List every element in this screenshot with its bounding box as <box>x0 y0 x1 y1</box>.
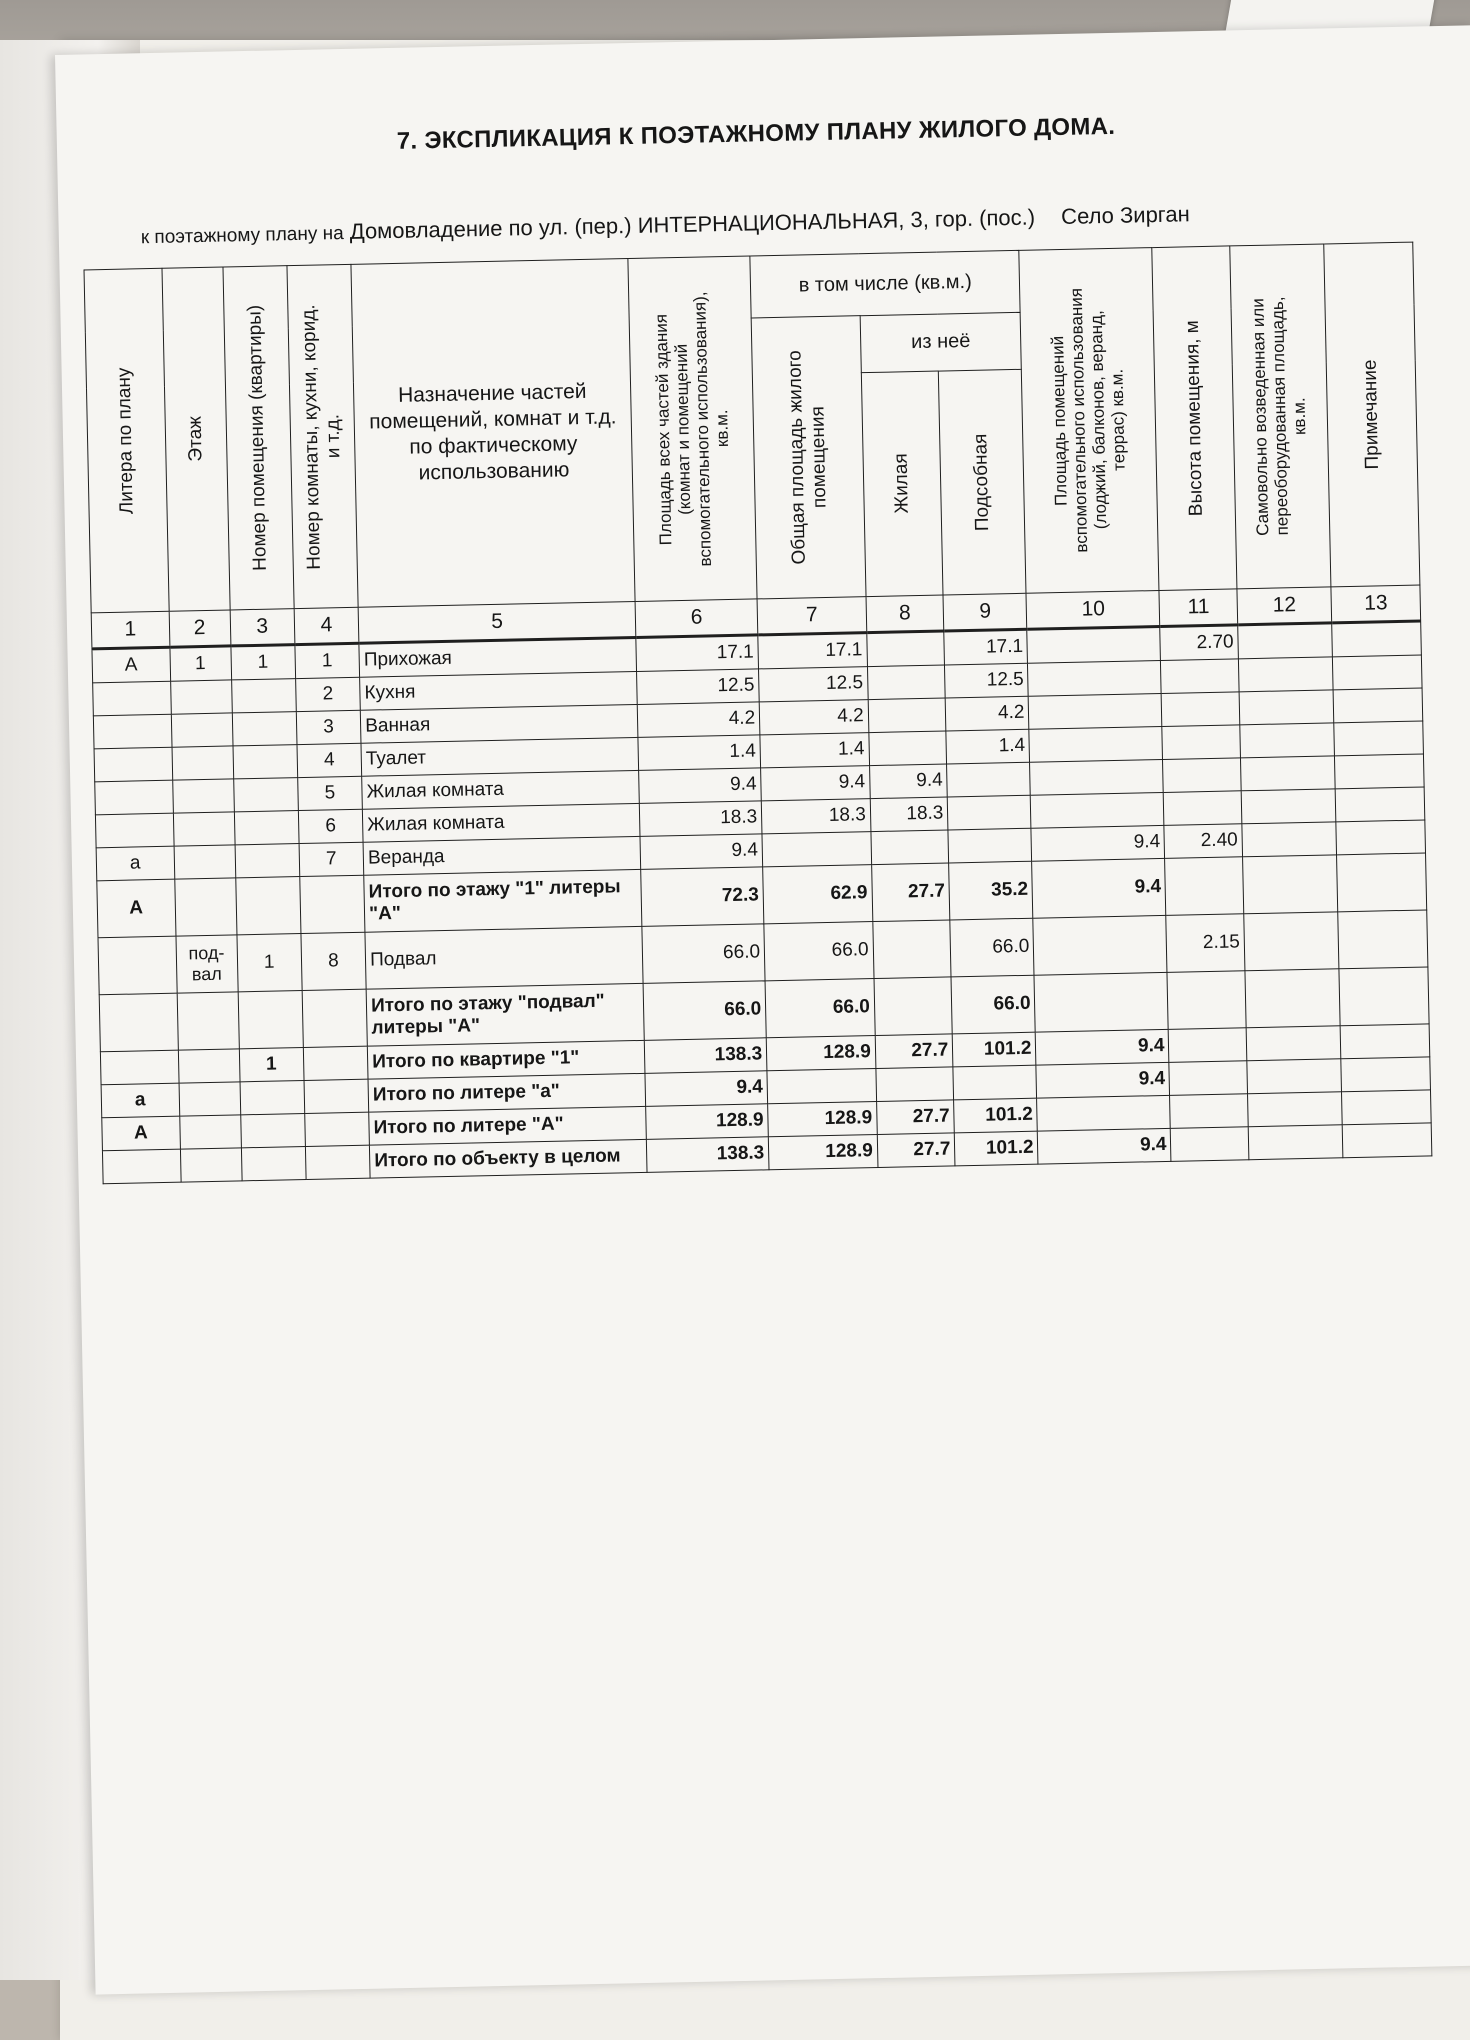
cell-col-4: 2 <box>295 677 360 711</box>
cell-col-10 <box>1029 726 1163 762</box>
cell-col-2 <box>179 1115 241 1149</box>
cell-col-3 <box>233 745 298 779</box>
header-living: Жилая <box>861 371 943 597</box>
cell-col-3 <box>234 811 299 845</box>
cell-col-1: а <box>96 846 174 881</box>
cell-col-5: Итого по квартире "1" <box>367 1040 645 1079</box>
header-auxiliary-area: Площадь помещений вспомогательного использования (лоджий, балконов, веранд, террас) кв.м. <box>1019 248 1159 594</box>
cell-col-8 <box>873 920 952 979</box>
cell-col-3: 1 <box>239 1048 304 1082</box>
cell-col-8 <box>874 977 953 1036</box>
cell-col-13 <box>1333 655 1422 690</box>
cell-col-7: 9.4 <box>761 766 870 801</box>
cell-col-7: 12.5 <box>759 667 868 702</box>
cell-col-8 <box>867 665 945 700</box>
explication-table <box>83 242 1432 1185</box>
cell-col-1 <box>95 780 173 815</box>
cell-col-7: 66.0 <box>765 979 875 1038</box>
cell-col-9 <box>948 828 1032 863</box>
col-num: 1 <box>91 611 169 649</box>
cell-col-12 <box>1240 723 1335 758</box>
cell-col-5: Туалет <box>361 737 639 776</box>
col-num: 5 <box>358 601 636 643</box>
cell-col-7 <box>762 832 871 867</box>
cell-col-9: 66.0 <box>951 975 1035 1034</box>
cell-col-8: 27.7 <box>876 1100 954 1135</box>
subtitle-place: Село Зирган <box>1060 201 1190 229</box>
cell-col-13 <box>1336 820 1425 855</box>
cell-col-4 <box>304 1079 369 1113</box>
header-group-including: в том числе (кв.м.) <box>750 250 1021 318</box>
cell-col-12 <box>1243 855 1338 914</box>
cell-col-7: 128.9 <box>766 1036 875 1071</box>
subtitle-prefix: к поэтажному плану на <box>140 222 344 249</box>
cell-col-13 <box>1334 721 1423 756</box>
cell-col-5: Кухня <box>360 671 638 710</box>
table-body <box>92 621 1432 1184</box>
cell-col-7: 128.9 <box>768 1135 877 1170</box>
header-utility: Подсобная <box>939 369 1027 595</box>
cell-col-1: А <box>102 1116 180 1151</box>
cell-col-5: Итого по объекту в целом <box>369 1139 647 1178</box>
cell-col-10 <box>1033 915 1167 975</box>
cell-col-7: 128.9 <box>768 1102 877 1137</box>
cell-col-12 <box>1238 657 1333 692</box>
cell-col-7: 18.3 <box>761 799 870 834</box>
cell-col-11 <box>1163 758 1241 793</box>
cell-col-10 <box>1027 626 1161 663</box>
cell-col-10: 9.4 <box>1031 825 1165 861</box>
cell-col-9: 101.2 <box>954 1098 1038 1133</box>
cell-col-2 <box>178 1049 240 1083</box>
cell-col-3 <box>240 1081 305 1115</box>
cell-col-2 <box>174 845 236 879</box>
cell-col-12 <box>1239 690 1334 725</box>
cell-col-1 <box>98 936 177 995</box>
cell-col-4: 8 <box>301 932 366 990</box>
cell-col-11 <box>1169 1028 1247 1063</box>
col-num: 11 <box>1159 589 1237 627</box>
cell-col-6: 1.4 <box>638 735 761 771</box>
cell-col-4 <box>305 1145 370 1179</box>
cell-col-3: 1 <box>236 934 301 992</box>
cell-col-13 <box>1335 787 1424 822</box>
cell-col-5: Жилая комната <box>362 770 640 809</box>
cell-col-4 <box>302 989 367 1047</box>
cell-col-3 <box>232 712 297 746</box>
cell-col-7: 66.0 <box>764 922 874 981</box>
cell-col-2 <box>170 680 232 714</box>
cell-col-11 <box>1161 659 1239 694</box>
col-num: 4 <box>294 607 359 644</box>
cell-col-11 <box>1164 791 1242 826</box>
cell-col-3: 1 <box>230 645 295 680</box>
cell-col-13 <box>1341 1057 1430 1092</box>
cell-col-10: 9.4 <box>1032 858 1166 918</box>
col-num: 6 <box>635 599 758 638</box>
cell-col-4 <box>300 875 365 933</box>
cell-col-6: 9.4 <box>640 834 763 870</box>
cell-col-11: 2.15 <box>1166 914 1245 973</box>
cell-col-2: под-вал <box>176 935 238 993</box>
cell-col-5: Ванная <box>360 704 638 743</box>
cell-col-5: Итого по литере "а" <box>368 1073 646 1112</box>
cell-col-2 <box>177 992 239 1050</box>
cell-col-12 <box>1241 789 1336 824</box>
cell-col-10: 9.4 <box>1036 1062 1170 1098</box>
cell-col-9: 101.2 <box>952 1032 1036 1067</box>
cell-col-12 <box>1248 1125 1343 1160</box>
cell-col-11: 2.40 <box>1164 824 1242 859</box>
cell-col-13 <box>1342 1090 1431 1125</box>
cell-col-3 <box>238 991 303 1049</box>
cell-col-12 <box>1248 1092 1343 1127</box>
cell-col-3 <box>233 778 298 812</box>
cell-col-7: 62.9 <box>763 865 873 924</box>
cell-col-1 <box>102 1149 180 1184</box>
header-living-premises-area: Общая площадь жилого помещения <box>751 316 865 599</box>
cell-col-6: 9.4 <box>645 1071 768 1107</box>
cell-col-9 <box>948 795 1032 830</box>
cell-col-5: Прихожая <box>359 637 637 677</box>
cell-col-11: 2.70 <box>1160 625 1238 661</box>
cell-col-1 <box>93 681 171 716</box>
cell-col-12 <box>1246 1026 1341 1061</box>
cell-col-11 <box>1167 971 1246 1030</box>
cell-col-10 <box>1028 660 1162 696</box>
cell-col-8 <box>876 1067 954 1102</box>
cell-col-2 <box>179 1082 241 1116</box>
cell-col-10 <box>1037 1095 1171 1131</box>
cell-col-9: 1.4 <box>946 729 1030 764</box>
cell-col-11 <box>1171 1127 1249 1162</box>
cell-col-9: 35.2 <box>949 861 1033 920</box>
cell-col-4: 1 <box>295 643 360 678</box>
cell-col-1: а <box>101 1083 179 1118</box>
header-premises-number: Номер помещения (квартиры) <box>223 266 294 610</box>
cell-col-6: 72.3 <box>641 867 764 927</box>
cell-col-13 <box>1332 621 1421 657</box>
cell-col-2 <box>180 1148 242 1182</box>
cell-col-8: 27.7 <box>875 1034 953 1069</box>
col-num: 7 <box>757 597 866 635</box>
cell-col-6: 12.5 <box>637 669 760 705</box>
cell-col-13 <box>1337 853 1427 912</box>
cell-col-8: 27.7 <box>871 863 950 922</box>
cell-col-6: 9.4 <box>639 768 762 804</box>
cell-col-4: 4 <box>297 743 362 777</box>
cell-col-10 <box>1029 693 1163 729</box>
cell-col-5: Итого по литере "А" <box>369 1106 647 1145</box>
cell-col-1 <box>94 747 172 782</box>
header-total-area: Площадь всех частей здания (комнат и помещений вспомогательного использования), кв.м. <box>628 256 757 601</box>
header-purpose: Назначение частей помещений, комнат и т.д. по фактическому использованию <box>351 259 635 608</box>
cell-col-3 <box>241 1146 306 1180</box>
cell-col-9 <box>953 1065 1037 1100</box>
cell-col-2 <box>174 878 236 936</box>
header-room-number: Номер комнаты, кухни, корид. и т.д. <box>287 264 358 608</box>
cell-col-8 <box>871 830 949 865</box>
cell-col-8: 27.7 <box>877 1133 955 1168</box>
header-liter: Литера по плану <box>84 268 169 613</box>
col-num: 9 <box>943 593 1027 631</box>
cell-col-8: 9.4 <box>869 764 947 799</box>
cell-col-13 <box>1340 1024 1429 1059</box>
cell-col-4 <box>305 1112 370 1146</box>
col-num: 12 <box>1237 587 1332 625</box>
cell-col-12 <box>1241 756 1336 791</box>
cell-col-12 <box>1238 623 1333 659</box>
cell-col-6: 66.0 <box>642 924 765 984</box>
cell-col-9: 17.1 <box>944 629 1028 665</box>
cell-col-2: 1 <box>170 646 232 681</box>
col-num: 8 <box>866 595 944 633</box>
cell-col-6: 17.1 <box>636 635 759 672</box>
cell-col-12 <box>1247 1059 1342 1094</box>
cell-col-6: 138.3 <box>644 1038 767 1074</box>
cell-col-7: 4.2 <box>759 700 868 735</box>
cell-col-13 <box>1335 754 1424 789</box>
cell-col-10: 9.4 <box>1036 1029 1170 1065</box>
cell-col-9 <box>947 762 1031 797</box>
cell-col-11 <box>1169 1061 1247 1096</box>
cell-col-6: 128.9 <box>646 1104 769 1140</box>
cell-col-4: 6 <box>298 809 363 843</box>
cell-col-4: 5 <box>297 776 362 810</box>
col-num: 2 <box>169 610 231 647</box>
cell-col-1 <box>95 813 173 848</box>
cell-col-9: 4.2 <box>945 696 1029 731</box>
cell-col-8 <box>866 631 944 667</box>
cell-col-4: 3 <box>296 710 361 744</box>
cell-col-9: 66.0 <box>950 918 1034 977</box>
cell-col-13 <box>1342 1123 1431 1158</box>
cell-col-2 <box>172 746 234 780</box>
cell-col-8: 18.3 <box>870 797 948 832</box>
cell-col-11 <box>1170 1094 1248 1129</box>
cell-col-10: 9.4 <box>1038 1128 1172 1164</box>
cell-col-2 <box>173 812 235 846</box>
cell-col-8 <box>869 731 947 766</box>
document-title: 7. ЭКСПЛИКАЦИЯ К ПОЭТАЖНОМУ ПЛАНУ ЖИЛОГО ДОМА. <box>396 112 1116 155</box>
cell-col-4: 7 <box>299 842 364 876</box>
cell-col-11 <box>1162 692 1240 727</box>
cell-col-1 <box>93 714 171 749</box>
cell-col-1: А <box>97 879 176 938</box>
cell-col-6: 18.3 <box>639 801 762 837</box>
cell-col-5: Подвал <box>365 926 643 989</box>
subtitle-main: Домовладение по ул. (пер.) ИНТЕРНАЦИОНАЛЬНАЯ, 3, гор. (пос.) <box>349 204 1036 244</box>
cell-col-13 <box>1338 910 1428 969</box>
col-num: 10 <box>1026 590 1160 629</box>
cell-col-7: 17.1 <box>758 633 867 669</box>
cell-col-1 <box>99 993 178 1052</box>
cell-col-7: 1.4 <box>760 733 869 768</box>
cell-col-2 <box>171 713 233 747</box>
header-floor: Этаж <box>162 267 230 611</box>
cell-col-3 <box>235 844 300 878</box>
cell-col-9: 12.5 <box>945 663 1029 698</box>
cell-col-3 <box>240 1114 305 1148</box>
col-num: 13 <box>1331 585 1421 623</box>
cell-col-5: Итого по этажу "1" литеры "А" <box>364 869 642 932</box>
document-page <box>55 25 1470 1994</box>
header-height: Высота помещения, м <box>1152 246 1237 591</box>
cell-col-10 <box>1030 759 1164 795</box>
cell-col-11 <box>1162 725 1240 760</box>
cell-col-9: 101.2 <box>955 1131 1039 1166</box>
cell-col-1: А <box>92 647 170 683</box>
cell-col-1 <box>100 1050 178 1085</box>
cell-col-10 <box>1034 972 1168 1032</box>
col-num: 3 <box>230 609 295 646</box>
header-unauthorized-area: Самовольно возведенная или переоборудованная площадь, кв.м. <box>1230 244 1331 589</box>
cell-col-7 <box>767 1069 876 1104</box>
cell-col-12 <box>1242 822 1337 857</box>
cell-col-10 <box>1031 792 1165 828</box>
document-subtitle <box>141 201 1190 249</box>
cell-col-3 <box>235 877 300 935</box>
cell-col-3 <box>231 679 296 713</box>
cell-col-2 <box>172 779 234 813</box>
header-note: Примечание <box>1324 242 1420 587</box>
header-group-of-it: из неё <box>860 312 1022 372</box>
cell-col-12 <box>1245 969 1340 1028</box>
cell-col-12 <box>1244 912 1339 971</box>
cell-col-13 <box>1333 688 1422 723</box>
cell-col-8 <box>868 698 946 733</box>
cell-col-6: 66.0 <box>643 981 766 1041</box>
cell-col-11 <box>1165 857 1244 916</box>
cell-col-6: 4.2 <box>637 702 760 738</box>
cell-col-5: Жилая комната <box>362 803 640 842</box>
cell-col-6: 138.3 <box>647 1137 770 1173</box>
cell-col-5: Итого по этажу "подвал" литеры "А" <box>366 983 644 1046</box>
cell-col-4 <box>303 1046 368 1080</box>
cell-col-13 <box>1339 967 1429 1026</box>
cell-col-5: Веранда <box>363 836 641 875</box>
